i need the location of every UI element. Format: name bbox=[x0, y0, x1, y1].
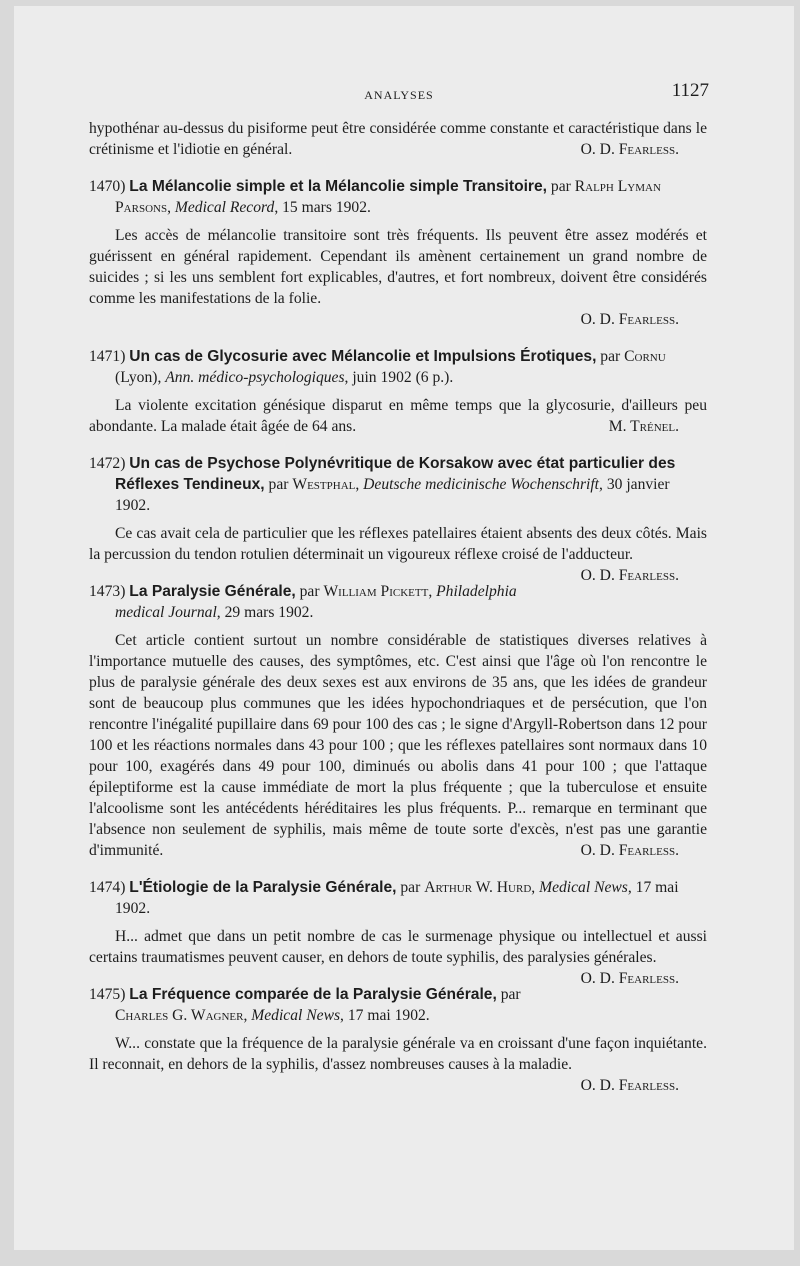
entry-reviewer: O. D. Fearless. bbox=[580, 311, 679, 328]
entry-ref-text: , 15 mars 1902. bbox=[274, 199, 371, 216]
abstract-entry bbox=[89, 453, 707, 584]
entry-body bbox=[89, 926, 707, 987]
entry-heading bbox=[89, 346, 707, 388]
entry-title: Un cas de Psychose Polynévritique de Korsakow avec état particulier des Réflexes Tendineux, bbox=[115, 455, 676, 493]
entry-reviewer: M. Trénel. bbox=[608, 418, 679, 435]
intro-paragraph bbox=[89, 118, 707, 160]
entry-ref-text: , 29 mars 1902. bbox=[216, 604, 314, 621]
entry-reviewer: O. D. Fearless. bbox=[580, 1077, 679, 1094]
entry-title: La Paralysie Générale, bbox=[129, 583, 296, 600]
entry-author: Arthur W. Hurd bbox=[424, 879, 532, 896]
entry-author: Cornu bbox=[624, 348, 666, 365]
entry-author: William Pickett bbox=[323, 583, 429, 600]
entry-signature bbox=[89, 309, 707, 330]
entry-body-text: La violente excitation génésique disparut en même temps que la glycosurie, d'ailleurs peu abondante. La malade était âgée de 64 ans. bbox=[89, 397, 707, 435]
entry-body bbox=[89, 395, 707, 437]
intro-text: hypothénar au-dessus du pisiforme peut être considérée comme constante et caractéristique dans le crétinisme et l'idiotie en général. bbox=[89, 120, 707, 158]
entry-reviewer: O. D. Fearless. bbox=[580, 567, 679, 584]
entry-ref-text: par bbox=[295, 583, 324, 600]
entry-title: La Mélancolie simple et la Mélancolie simple Transitoire, bbox=[129, 178, 548, 195]
abstract-entry bbox=[89, 346, 707, 437]
entry-heading bbox=[89, 581, 707, 623]
abstract-list bbox=[89, 176, 707, 1094]
entry-body bbox=[89, 1033, 707, 1094]
entry-ref-text: , 17 mai 1902. bbox=[340, 1007, 430, 1024]
entry-number: 1472) bbox=[89, 455, 126, 472]
entry-body-text: Les accès de mélancolie transitoire sont très fréquents. Ils peuvent être assez modérés et guérissent en général rapidement. Cependant ils amènent certainement un grand nombre de suicides ; si les uns semblent fort explicables, d'autres, et fort nombreux, doivent être considérés comme les manifestations de la folie. bbox=[89, 227, 707, 307]
page-body bbox=[89, 118, 707, 1096]
abstract-entry bbox=[89, 877, 707, 987]
page-number: 1127 bbox=[671, 80, 709, 101]
entry-body bbox=[89, 523, 707, 584]
abstract-entry bbox=[89, 984, 707, 1094]
entry-journal: Medical News bbox=[539, 879, 628, 896]
book-page bbox=[14, 6, 794, 1250]
entry-ref-text: par bbox=[496, 986, 521, 1003]
entry-journal: Philadelphia medical Journal bbox=[115, 583, 517, 621]
entry-ref-text: , bbox=[167, 199, 175, 216]
entry-number: 1470) bbox=[89, 178, 126, 195]
entry-ref-text: , juin 1902 (6 p.). bbox=[344, 369, 454, 386]
entry-journal: Medical News bbox=[251, 1007, 341, 1024]
entry-title: L'Étiologie de la Paralysie Générale, bbox=[129, 879, 397, 896]
entry-ref-text: , 30 janvier 1902. bbox=[115, 476, 670, 514]
entry-ref-text: par bbox=[396, 879, 425, 896]
entry-ref-text: , bbox=[355, 476, 364, 493]
entry-heading bbox=[89, 984, 707, 1026]
entry-reviewer: O. D. Fearless. bbox=[580, 842, 679, 859]
entry-body-text: Cet article contient surtout un nombre considérable de statistiques diverses relatives à l'importance mutuelle des causes, des symptômes, etc. C'est ainsi que l'âge où l'on rencontre le plus de paralysie générale des deux sexes est aux environs de 35 ans, que les idées de grandeur sont de beaucoup plus communes que les idées hypochondriaques et de persécution, que l'on rencontre l'inégalité pupillaire dans 69 pour 100 des cas ; le signe d'Argyll-Robertson dans 12 pour 100 et les réactions normales dans 43 pour 100 ; que les réflexes patellaires sont normaux dans 10 pour 100, exagérés dans 49 pour 100, diminués ou abolis dans 41 pour 100 ; que l'attaque épileptiforme est la cause immédiate de mort la plus fréquente ; que la tuberculose et ensuite l'alcoolisme sont les antécédents héréditaires les plus fréquents. P... remarque en terminant que l'absence non seulement de syphilis, mais même de toute sorte d'excès, n'est pas une garantie d'immunité. bbox=[89, 632, 707, 859]
entry-number: 1475) bbox=[89, 986, 126, 1003]
page-header bbox=[89, 80, 709, 102]
entry-journal: Medical Record bbox=[174, 199, 275, 216]
entry-journal: Ann. médico-psychologiques bbox=[165, 369, 345, 386]
entry-number: 1471) bbox=[89, 348, 126, 365]
entry-body-text: H... admet que dans un petit nombre de cas le surmenage physique ou intellectuel et aussi certains traumatismes peuvent causer, en dehors de toute syphilis, des paralysies générales. bbox=[89, 928, 707, 966]
abstract-entry bbox=[89, 581, 707, 861]
entry-body bbox=[89, 630, 707, 861]
entry-body-text: W... constate que la fréquence de la paralysie générale va en croissant d'une façon inquiétante. Il reconnait, en dehors de la syphilis, d'assez nombreuses causes à la maladie. bbox=[89, 1035, 707, 1073]
entry-heading bbox=[89, 176, 707, 218]
entry-number: 1474) bbox=[89, 879, 126, 896]
entry-heading bbox=[89, 877, 707, 919]
entry-title: Un cas de Glycosurie avec Mélancolie et Impulsions Érotiques, bbox=[129, 348, 597, 365]
entry-body-text: Ce cas avait cela de particulier que les réflexes patellaires étaient absents des deux côtés. Mais la percussion du tendon rotulien déterminait un vigoureux réflexe croisé de l'adducteur. bbox=[89, 525, 707, 563]
intro-reviewer: O. D. Fearless. bbox=[580, 141, 679, 158]
entry-number: 1473) bbox=[89, 583, 126, 600]
entry-reviewer: O. D. Fearless. bbox=[580, 970, 679, 987]
entry-heading bbox=[89, 453, 707, 516]
entry-ref-text: par bbox=[547, 178, 575, 195]
entry-ref-text: par bbox=[596, 348, 625, 365]
running-title: ANALYSES bbox=[364, 88, 434, 102]
entry-title: La Fréquence comparée de la Paralysie Générale, bbox=[129, 986, 497, 1003]
entry-ref-text: par bbox=[264, 476, 293, 493]
entry-ref-text: , 17 mai 1902. bbox=[115, 879, 679, 917]
entry-ref-text: , bbox=[243, 1007, 252, 1024]
entry-journal: Deutsche medicinische Wochenschrift bbox=[363, 476, 600, 493]
entry-ref-text: , bbox=[428, 583, 437, 600]
entry-ref-text: , bbox=[531, 879, 540, 896]
entry-author: Ralph Lyman Parsons bbox=[115, 178, 661, 216]
entry-author: Charles G. Wagner bbox=[115, 1007, 244, 1024]
abstract-entry bbox=[89, 176, 707, 330]
entry-author: Westphal bbox=[292, 476, 356, 493]
entry-body bbox=[89, 225, 707, 309]
entry-ref-text: (Lyon), bbox=[115, 369, 166, 386]
